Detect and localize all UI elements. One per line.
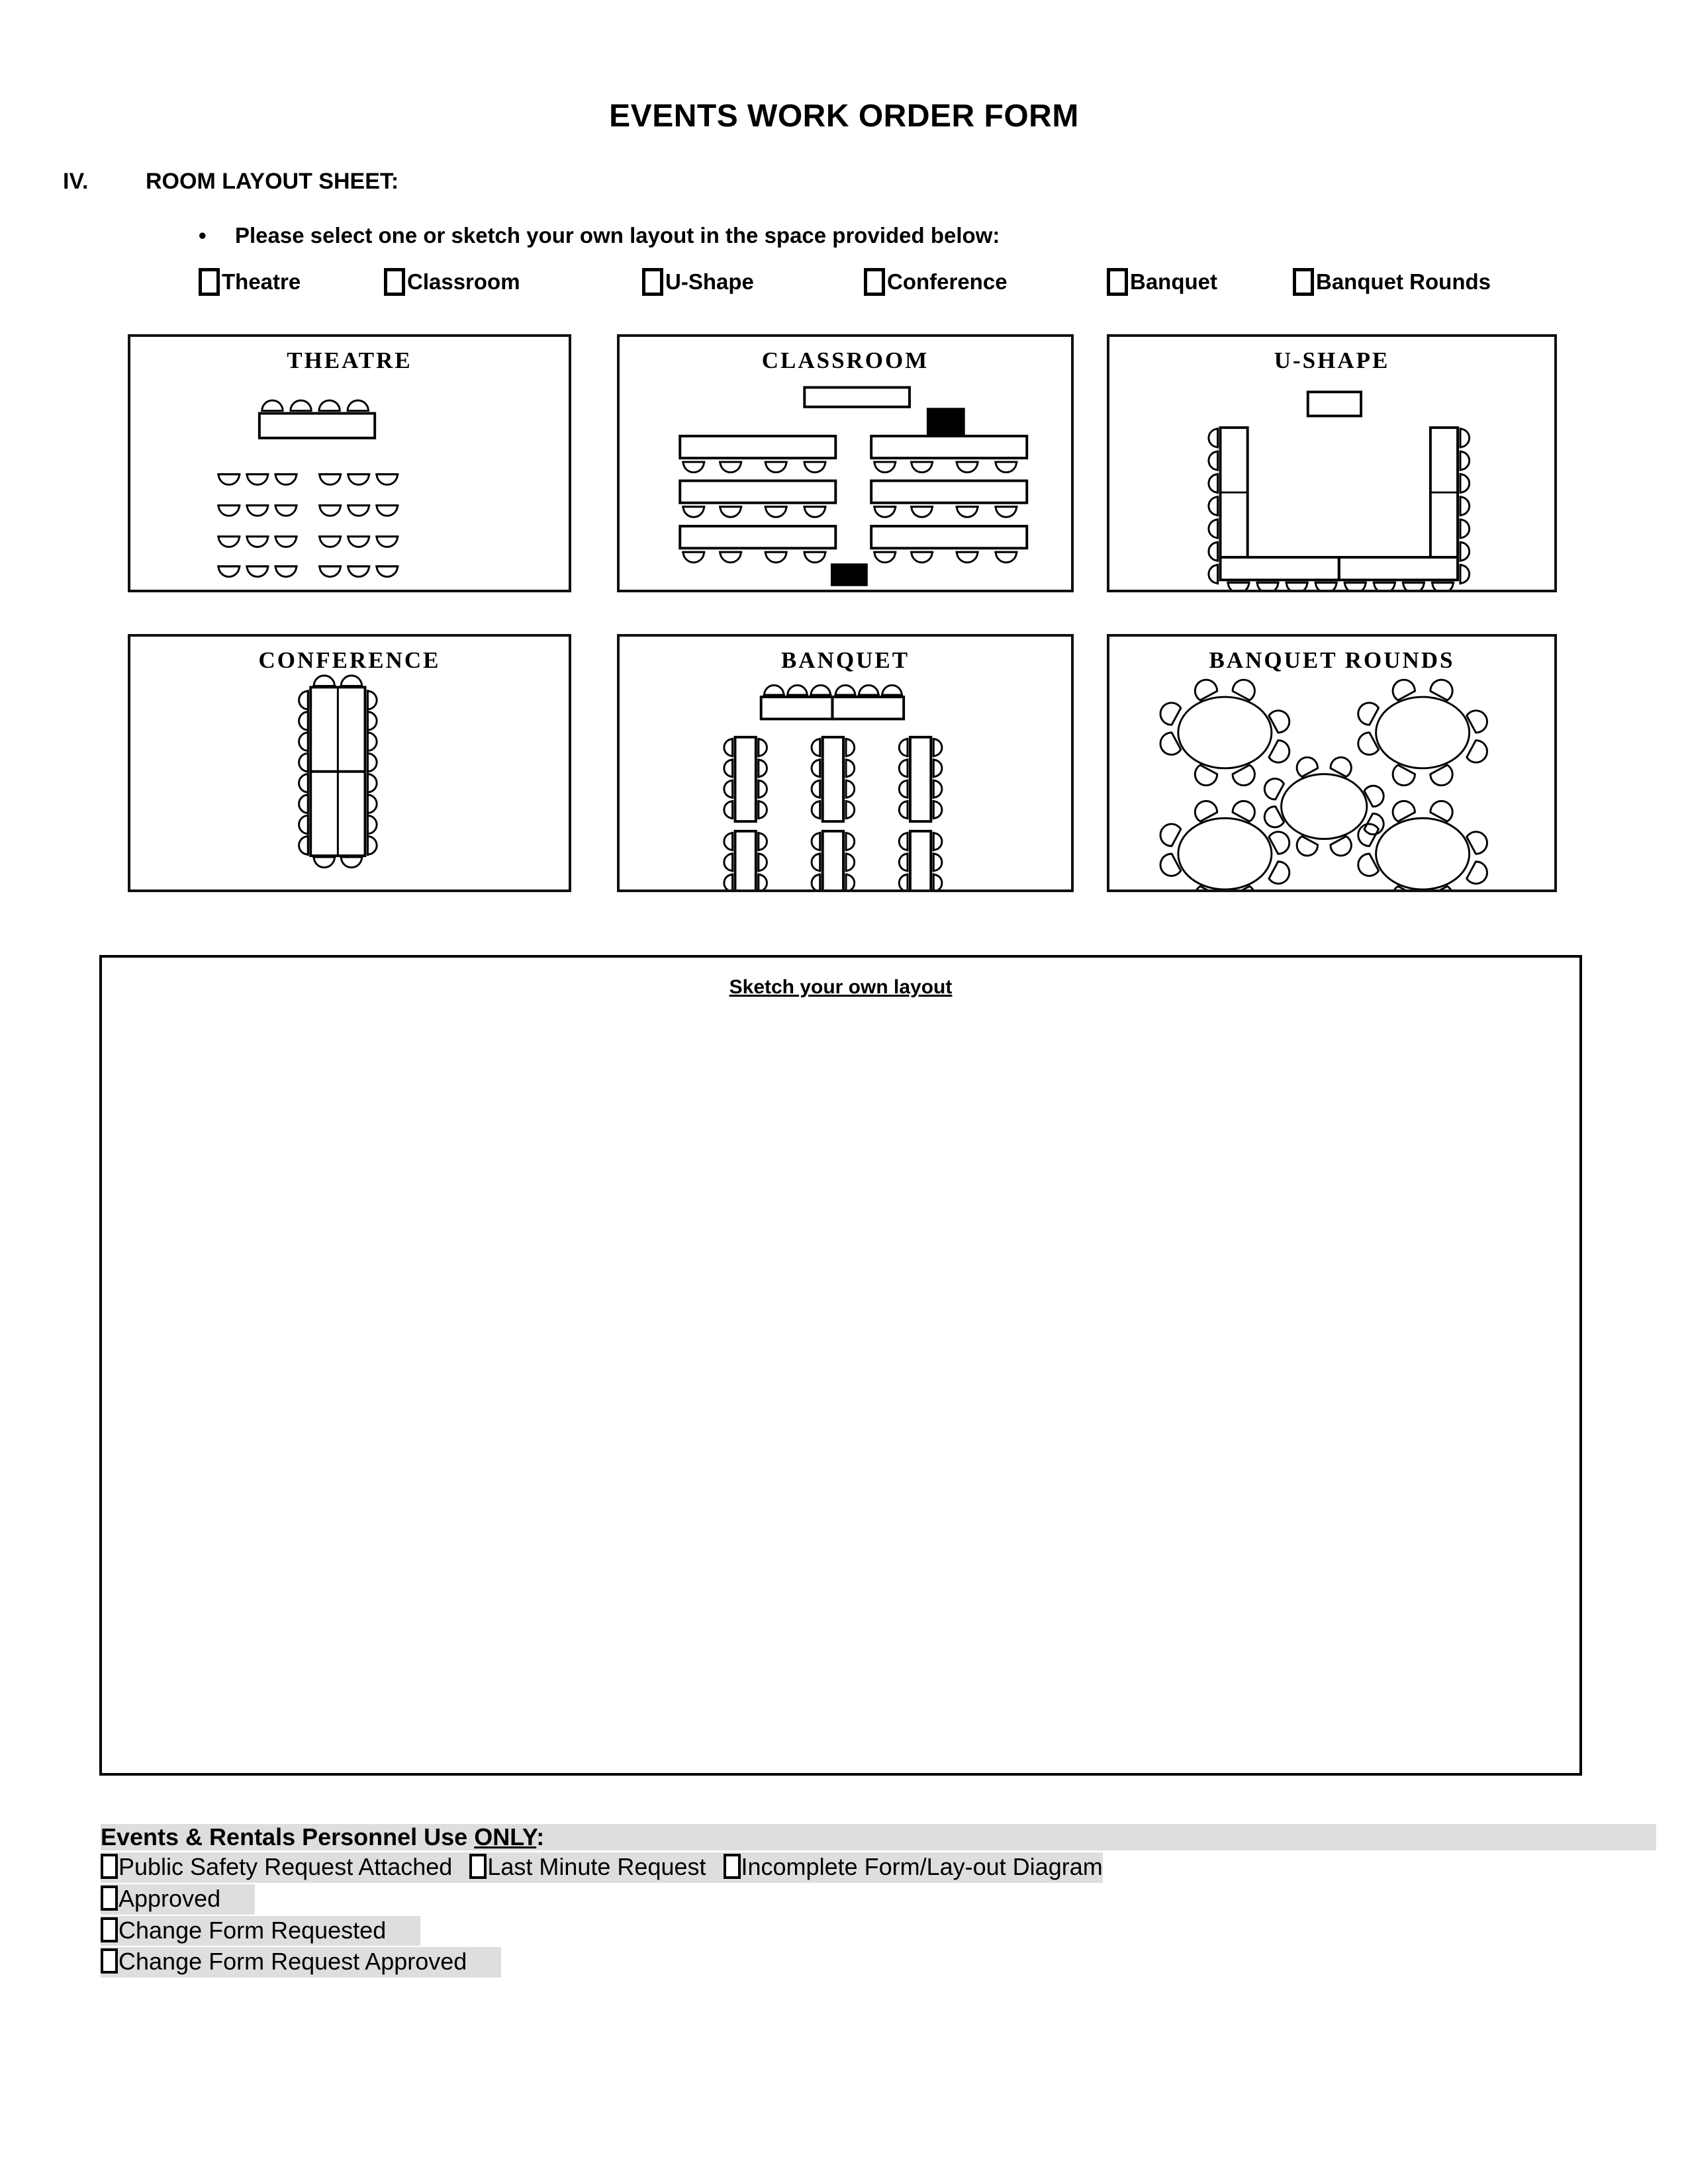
personnel-row-change-form-request-approved-shade [101,1947,501,1978]
personnel-row-approved-shade [101,1884,255,1915]
theatre-diagram-svg [130,337,569,590]
checkbox-incomplete-form-layout-diagram-icon[interactable] [724,1854,741,1879]
checkbox-change-form-requested-icon[interactable] [101,1917,118,1942]
option-label: Banquet Rounds [1316,269,1491,294]
diagram-classroom [617,334,1074,592]
option-label: U-Shape [665,269,754,294]
diagram-theatre [128,334,571,592]
diagram-title: THEATRE [287,347,412,373]
checkbox-classroom-icon[interactable] [384,268,405,296]
personnel-option-label: Change Form Requested [118,1916,387,1944]
section-numeral: IV. [63,169,89,194]
personnel-row-change-form-requested-shade [101,1916,420,1946]
personnel-heading [101,1824,1656,1850]
layout-option-checkbox-row [199,268,1589,308]
personnel-option-label: Last Minute Request [487,1853,706,1880]
checkbox-public-safety-request-attached-icon[interactable] [101,1854,118,1879]
checkbox-banquet-rounds-icon[interactable] [1293,268,1314,296]
diagram-title: CONFERENCE [258,647,441,673]
option-banquet-rounds[interactable] [1293,268,1491,296]
personnel-option-label: Approved [118,1884,221,1912]
option-banquet[interactable] [1107,268,1217,296]
checkbox-last-minute-request-icon[interactable] [469,1854,487,1879]
personnel-use-section [101,1823,1491,1978]
option-u-shape[interactable] [642,268,754,296]
diagram-banquet-rounds [1107,634,1557,892]
bullet-icon: • [199,223,207,248]
section-heading-row [63,169,399,195]
personnel-option-label: Public Safety Request Attached [118,1853,453,1880]
personnel-heading-only: ONLY [474,1823,537,1850]
diagram-title: U-SHAPE [1274,347,1390,373]
diagram-conference [128,634,571,892]
conference-diagram-svg [130,637,569,889]
checkbox-theatre-icon[interactable] [199,268,220,296]
instruction-row [199,223,1000,248]
option-conference[interactable] [864,268,1008,296]
personnel-option-label: Incomplete Form/Lay-out Diagram [741,1853,1103,1880]
option-label: Banquet [1130,269,1217,294]
diagram-title: BANQUET [780,647,910,673]
checkbox-approved-icon[interactable] [101,1886,118,1911]
personnel-heading-wrap [101,1823,1491,1851]
personnel-row-approved [101,1884,1491,1915]
personnel-row-1-shade [101,1852,1103,1883]
personnel-option-label: Change Form Request Approved [118,1948,467,1976]
personnel-row-change-form-requested [101,1916,1491,1946]
page-title: EVENTS WORK ORDER FORM [609,99,1079,134]
u-shape-diagram-svg [1109,337,1554,590]
banquet-diagram-svg [620,637,1071,889]
checkbox-u-shape-icon[interactable] [642,268,663,296]
diagram-u-shape [1107,334,1557,592]
sketch-your-own-layout-area[interactable] [99,955,1582,1776]
option-theatre[interactable] [199,268,301,296]
personnel-heading-suffix: : [536,1823,545,1850]
diagram-title: CLASSROOM [761,347,929,373]
instruction-text: Please select one or sketch your own layout in the space provided below: [235,223,1000,248]
sketch-area-label: Sketch your own layout [729,976,953,998]
personnel-row-change-form-request-approved [101,1947,1491,1978]
option-label: Theatre [222,269,301,294]
diagram-banquet [617,634,1074,892]
personnel-heading-prefix: Events & Rentals Personnel Use [101,1823,475,1850]
diagram-title: BANQUET ROUNDS [1209,647,1455,673]
checkbox-conference-icon[interactable] [864,268,885,296]
checkbox-banquet-icon[interactable] [1107,268,1128,296]
checkbox-change-form-request-approved-icon[interactable] [101,1948,118,1974]
classroom-diagram-svg [620,337,1071,590]
personnel-row-1 [101,1852,1491,1883]
banquet-rounds-diagram-svg [1109,637,1554,889]
option-label: Classroom [407,269,520,294]
option-classroom[interactable] [384,268,520,296]
option-label: Conference [887,269,1008,294]
section-heading-text: ROOM LAYOUT SHEET: [146,169,399,194]
